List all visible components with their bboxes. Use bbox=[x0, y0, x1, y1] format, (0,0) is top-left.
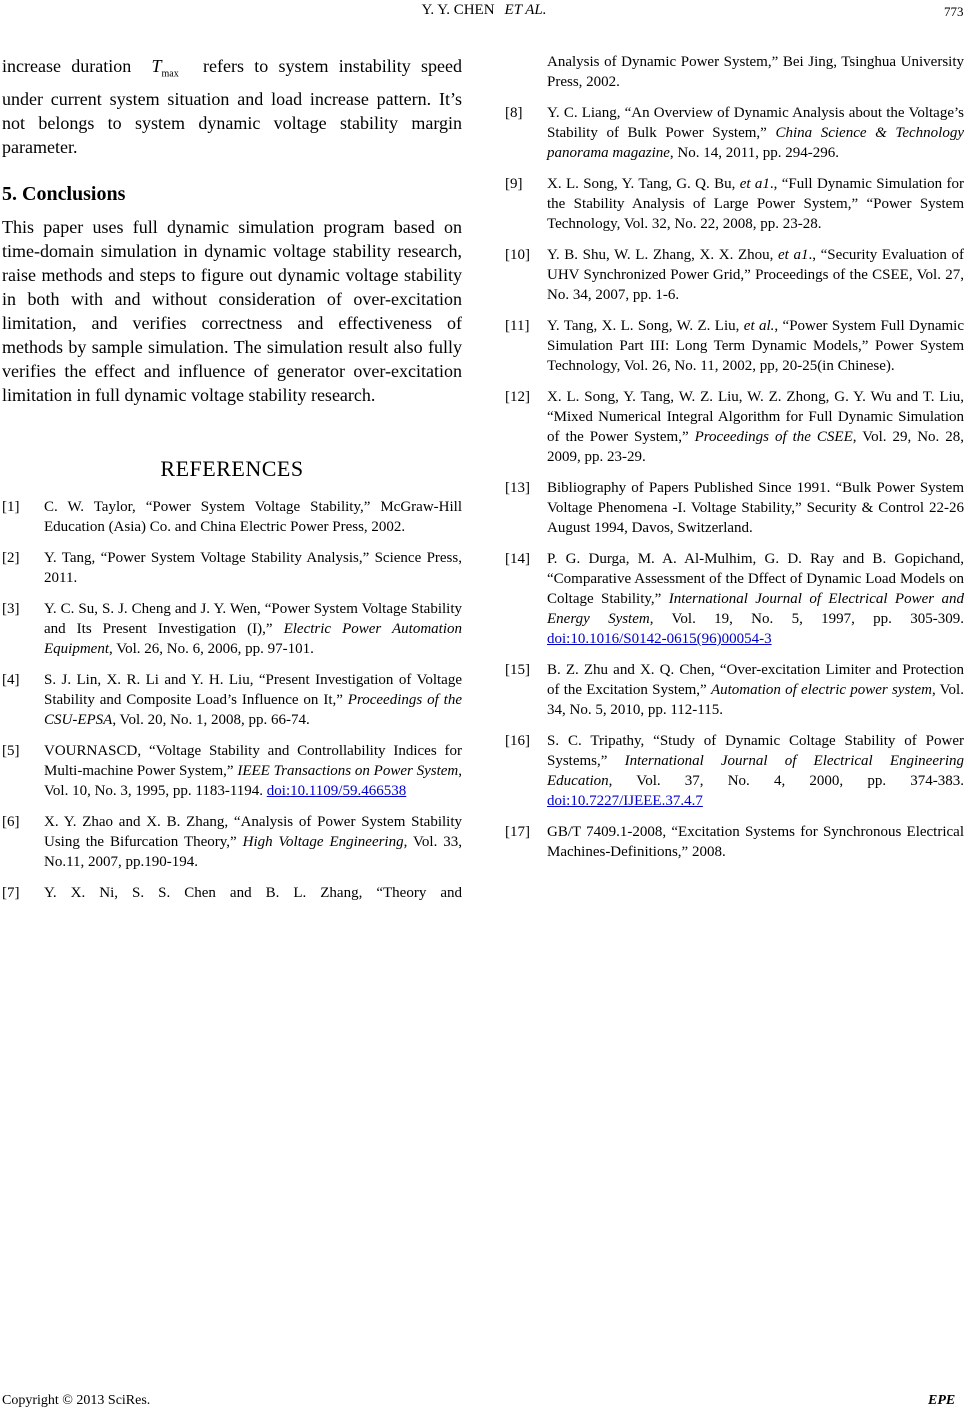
intro-paragraph bbox=[2, 54, 462, 159]
reference-item: [16] S. C. Tripathy, “Study of Dynamic Coltage Stability of Power Systems,” International Journal of Electrical Engineering Education, Vol. 37, No. 4, 2000, pp. 374-383. doi:10.7227/IJEEE.37.4.7 bbox=[505, 733, 964, 809]
reference-item: [2] Y. Tang, “Power System Voltage Stability Analysis,” Science Press, 2011. bbox=[2, 549, 462, 586]
doi-link[interactable]: doi:10.1109/59.466538 bbox=[266, 782, 407, 799]
reference-item: [3] Y. C. Su, S. J. Cheng and J. Y. Wen, “Power System Voltage Stability and Its Present Investigation (I),” Electric Power Automation Equipment, Vol. 26, No. 6, 2006, pp. 97-101. bbox=[2, 600, 462, 657]
reference-list-left bbox=[2, 497, 462, 903]
right-column bbox=[505, 52, 964, 873]
left-column bbox=[2, 54, 462, 914]
reference-item: [6] X. Y. Zhao and X. B. Zhang, “Analysis of Power System Stability Using the Bifurcation Theory,” High Voltage Engineering, Vol. 33, No.11, 2007, pp.190-194. bbox=[2, 813, 462, 870]
reference-item: [5] VOURNASCD, “Voltage Stability and Controllability Indices for Multi-machine Power System,” IEEE Transactions on Power System, Vol. 10, No. 3, 1995, pp. 1183-1194. doi:10.1109/59.466538 bbox=[2, 742, 462, 799]
reference-item: [14] P. G. Durga, M. A. Al-Mulhim, G. D. Ray and B. Gopichand, “Comparative Assessment of the Dffect of Dynamic Load Models on Coltage Stability,” International Journal of Electrical Power and Energy System, Vol. 19, No. 5, 1997, pp. 305-309. doi:10.1016/S0142-0615(96)00054-3 bbox=[505, 551, 964, 647]
conclusions-heading: 5. Conclusions bbox=[2, 182, 126, 205]
conclusions-paragraph: This paper uses full dynamic simulation program based on time-domain simulation in dynamic voltage stability research, raise methods and steps to figure out dynamic voltage stability in both with and without consideration of over-excitation limitation, and verifies correctness and effectiveness of methods by sample simulation. The simulation result also fully verifies the effect and influence of generator over-excitation limitation in full dynamic voltage stability research. bbox=[2, 216, 462, 405]
intro-text-start: increase duration bbox=[2, 56, 132, 76]
reference-item: [11] Y. Tang, X. L. Song, W. Z. Liu, et al., “Power System Full Dynamic Simulation Part III: Long Term Dynamic Models,” Power System Technology, Vol. 26, No. 11, 2002, pp, 20-25(in Chinese). bbox=[505, 318, 964, 374]
reference-item: [10] Y. B. Shu, W. L. Zhang, X. X. Zhou, et a1., “Security Evaluation of UHV Synchronized Power Grid,” Proceedings of the CSEE, Vol. 27, No. 34, 2007, pp. 1-6. bbox=[505, 247, 965, 303]
tmax-symbol: $T_{max}$ bbox=[151, 56, 179, 80]
reference-item: [7] Y. X. Ni, S. S. Chen and B. L. Zhang, “Theory and bbox=[2, 884, 462, 901]
running-header bbox=[0, 0, 968, 20]
footer-journal: EPE bbox=[928, 1393, 956, 1408]
reference-item: [17] GB/T 7409.1-2008, “Excitation Systems for Synchronous Electrical Machines-Definitions,” 2008. bbox=[505, 824, 964, 860]
page-number: 773 bbox=[944, 4, 964, 19]
reference-item: [8] Y. C. Liang, “An Overview of Dynamic Analysis about the Voltage’s Stability of Bulk Power System,” China Science & Technology panorama magazine, No. 14, 2011, pp. 294-296. bbox=[505, 105, 964, 161]
doi-link[interactable]: doi:10.7227/IJEEE.37.4.7 bbox=[547, 793, 703, 809]
reference-item: [12] X. L. Song, Y. Tang, W. Z. Liu, W. Z. Zhong, G. Y. Wu and T. Liu, “Mixed Numerical Integral Algorithm for Full Dynamic Simulation of the Power System,” Proceedings of the CSEE, Vol. 29, No. 28, 2009, pp. 23-29. bbox=[505, 389, 964, 465]
header-authors: Y. Y. CHEN bbox=[421, 2, 495, 18]
references-heading: REFERENCES bbox=[160, 455, 304, 481]
header-et-al: ET AL. bbox=[504, 2, 547, 18]
footer-copyright: Copyright © 2013 SciRes. bbox=[2, 1393, 151, 1408]
reference-item: [1] C. W. Taylor, “Power System Voltage Stability,” McGraw-Hill Education (Asia) Co. and China Electric Power Press, 2002. bbox=[2, 498, 462, 535]
reference-item-continuation: Analysis of Dynamic Power System,” Bei Jing, Tsinghua University Press, 2002. bbox=[547, 54, 964, 90]
doi-link[interactable]: doi:10.1016/S0142-0615(96)00054-3 bbox=[547, 631, 772, 647]
reference-item: [15] B. Z. Zhu and X. Q. Chen, “Over-excitation Limiter and Protection of the Excitation System,” Automation of electric power system, Vol. 34, No. 5, 2010, pp. 112-115. bbox=[505, 662, 964, 718]
intro-text-end: refers to system instability speed under current system situation and load increase pattern. It’s not belongs to system dynamic voltage stability margin parameter. bbox=[2, 56, 462, 157]
reference-item: [4] S. J. Lin, X. R. Li and Y. H. Liu, “Present Investigation of Voltage Stability and Composite Load’s Influence on It,” Proceedings of the CSU-EPSA, Vol. 20, No. 1, 2008, pp. 66-74. bbox=[2, 671, 462, 728]
reference-item: [13] Bibliography of Papers Published Since 1991. “Bulk Power System Voltage Phenomena -I. Voltage Stability,” Security & Control 22-26 August 1994, Davos, Switzerland. bbox=[505, 480, 964, 536]
reference-item: [9] X. L. Song, Y. Tang, G. Q. Bu, et a1., “Full Dynamic Simulation for the Stability Analysis of Large Power System,” “Power System Technology, Vol. 32, No. 22, 2008, pp. 23-28. bbox=[505, 176, 964, 232]
